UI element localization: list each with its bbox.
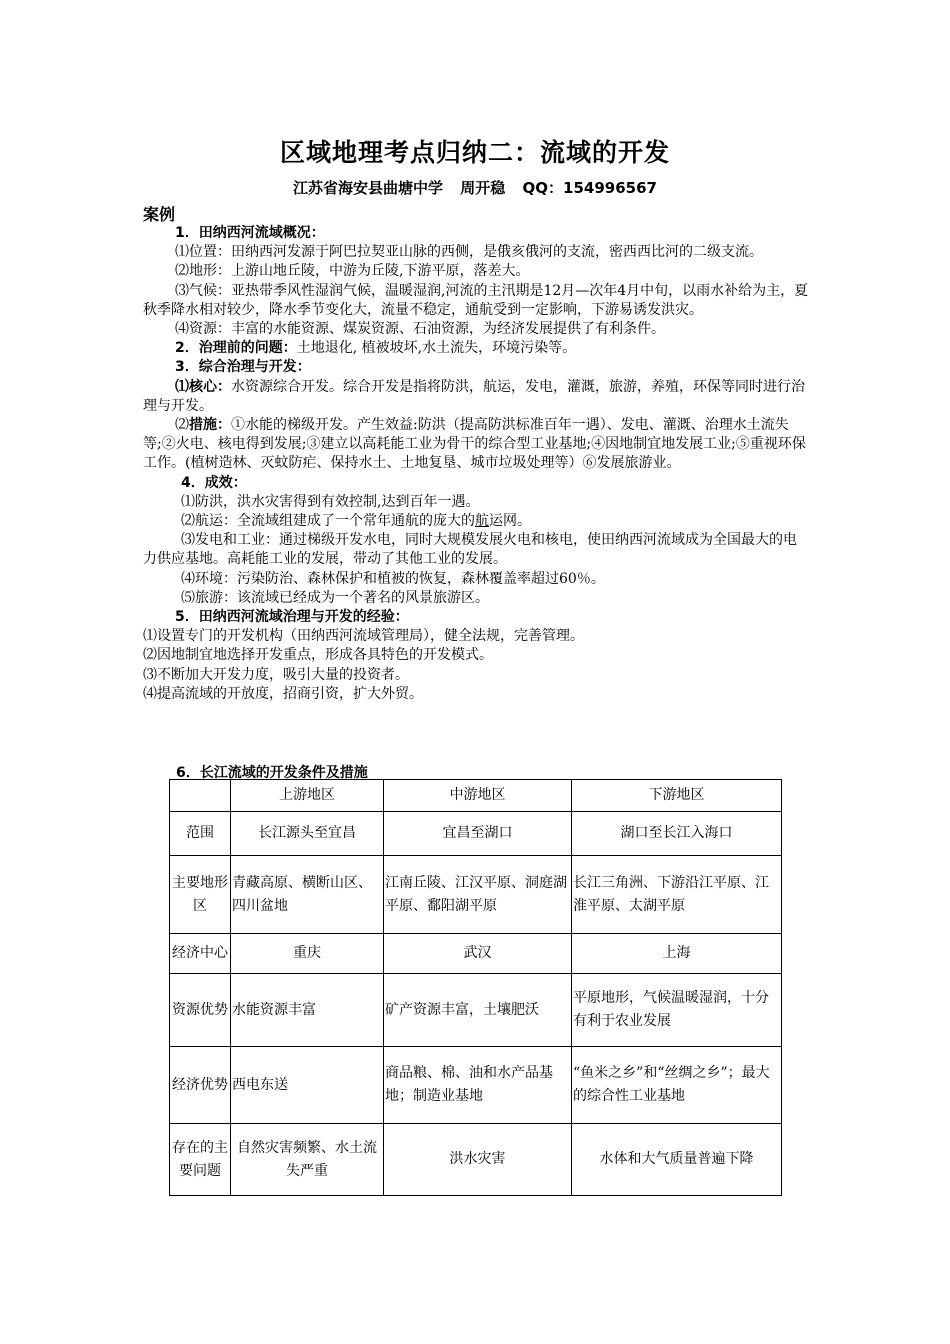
table-row-label: 范围	[170, 812, 231, 856]
table-cell: 重庆	[231, 934, 384, 974]
table-cell: 西电东送	[231, 1047, 384, 1124]
section-5-item: ⑷提高流域的开放度，招商引资，扩大外贸。	[143, 685, 423, 702]
section-4-shipping	[143, 512, 809, 531]
measure-prefix: ⑵	[175, 417, 189, 434]
table-row-label: 资源优势	[170, 974, 231, 1047]
section-1-terrain: ⑵地形：上游山地丘陵，中游为丘陵,下游平原，落差大。	[175, 263, 530, 280]
table-header-cell: 上游地区	[231, 780, 384, 812]
table-row-label: 存在的主要问题	[170, 1124, 231, 1196]
section-4-power: ⑶发电和工业：通过梯级开发水电，同时大规模发展火电和核电，使田纳西河流域成为全国最大的电力供应基地。高耗能工业的发展，带动了其他工业的发展。	[143, 532, 797, 568]
table-cell: 商品粮、棉、油和水产品基地；制造业基地	[384, 1047, 572, 1124]
section-1-heading: 1．田纳西河流域概况：	[175, 225, 325, 241]
table-row	[170, 1047, 782, 1124]
document-title: 区域地理考点归纳二：流域的开发	[279, 138, 670, 167]
document-subtitle	[0, 177, 950, 198]
section-5-item: ⑵因地制宜地选择开发重点，形成各具特色的开发模式。	[143, 647, 493, 664]
school-name: 江苏省海安县曲塘中学	[293, 179, 444, 197]
measure-text: ①水能的梯级开发。产生效益:防洪（提高防洪标准百年一遇）、发电、灌溉、治理水土流失等;②火电、核电得到发展;③建立以高耗能工业为骨干的综合型工业基地;④因地制宜地发展工业;⑤重视环保工作。(植树造林、灭蚊防疟、保持水土、土地复垦、城市垃圾处理等）⑥发展旅游业。	[143, 417, 806, 472]
section-3-core	[143, 378, 809, 416]
table-row-label: 主要地形区	[170, 856, 231, 934]
shipping-text-b: 运网。	[489, 513, 531, 530]
core-text: 水资源综合开发。综合开发是指将防洪，航运，发电，灌溉，旅游，养殖，环保等同时进行治理与开发。	[143, 378, 805, 414]
table-cell: 宜昌至湖口	[384, 812, 572, 856]
table-cell: 水能资源丰富	[231, 974, 384, 1047]
table-row	[170, 1124, 782, 1196]
table-cell: 自然灾害频繁、水土流失严重	[231, 1124, 384, 1196]
section-4-tourism: ⑸旅游：该流域已经成为一个著名的风景旅游区。	[181, 589, 489, 606]
section-4-heading: 4．成效：	[181, 474, 247, 491]
table-header-cell: 下游地区	[572, 780, 782, 812]
shipping-text-underlined: 航	[475, 513, 489, 530]
section-5-item: ⑶不断加大开发力度，吸引大量的投资者。	[143, 666, 409, 683]
table-cell: 平原地形，气候温暖湿润，十分有利于农业发展	[572, 974, 782, 1047]
table-cell: 青藏高原、横断山区、四川盆地	[231, 856, 384, 934]
table-row	[170, 856, 782, 934]
case-label: 案例	[143, 205, 176, 224]
section-1-climate: ⑶气候：亚热带季风性湿润气候，温暖湿润,河流的主汛期是12月—次年4月中旬，以雨水补给为主，夏秋季降水相对较少，降水季节变化大，流量不稳定，通航受到一定影响，下游易诱发洪灾。	[143, 282, 809, 318]
section-4-flood: ⑴防洪，洪水灾害得到有效控制,达到百年一遇。	[181, 493, 480, 510]
document-body	[143, 224, 809, 704]
section-3-measures	[143, 416, 809, 474]
table-row-label: 经济中心	[170, 934, 231, 974]
section-5-item: ⑴设置专门的开发机构（田纳西河流域管理局），健全法规，完善管理。	[143, 628, 584, 645]
author-name: 周开稳	[460, 179, 506, 197]
table-cell: 江南丘陵、江汉平原、洞庭湖平原、鄱阳湖平原	[384, 856, 572, 934]
table-cell: 上海	[572, 934, 782, 974]
table-row	[170, 812, 782, 856]
section-3-heading: 3．综合治理与开发：	[175, 359, 311, 376]
table-cell: 武汉	[384, 934, 572, 974]
yangtze-table	[169, 779, 782, 1196]
table-cell: 水体和大气质量普遍下降	[572, 1124, 782, 1196]
table-row	[170, 974, 782, 1047]
table-cell: “鱼米之乡”和“丝绸之乡”；最大的综合性工业基地	[572, 1047, 782, 1124]
table-cell: 湖口至长江入海口	[572, 812, 782, 856]
table-caption: 6．长江流域的开发条件及措施	[176, 765, 368, 781]
measure-label: 措施：	[189, 417, 231, 434]
section-2-text: 土地退化, 植被坡坏,水土流失，环境污染等。	[296, 340, 577, 357]
table-cell: 长江源头至宜昌	[231, 812, 384, 856]
table-cell: 长江三角洲、下游沿江平原、江淮平原、太湖平原	[572, 856, 782, 934]
section-2-heading: 2．治理前的问题：	[175, 340, 297, 357]
table-cell: 洪水灾害	[384, 1124, 572, 1196]
shipping-text-a: ⑵航运：全流域组建成了一个常年通航的庞大的	[181, 513, 475, 530]
author-qq: QQ：154996567	[522, 179, 657, 197]
section-1-location: ⑴位置：田纳西河发源于阿巴拉契亚山脉的西侧，是俄亥俄河的支流，密西西比河的二级支流。	[175, 244, 763, 261]
section-1-resources: ⑷资源：丰富的水能资源、煤炭资源、石油资源，为经济发展提供了有利条件。	[175, 321, 665, 338]
section-4-environment: ⑷环境：污染防治、森林保护和植被的恢复，森林覆盖率超过60％。	[181, 570, 605, 587]
table-cell: 矿产资源丰富，土壤肥沃	[384, 974, 572, 1047]
table-row	[170, 934, 782, 974]
section-2	[143, 339, 809, 358]
section-5-heading: 5．田纳西河流域治理与开发的经验：	[175, 609, 409, 626]
core-label: ⑴核心：	[175, 378, 231, 395]
table-row-label: 经济优势	[170, 1047, 231, 1124]
table-header-cell: 中游地区	[384, 780, 572, 812]
table-header-cell	[170, 780, 231, 812]
table-header-row	[170, 780, 782, 812]
